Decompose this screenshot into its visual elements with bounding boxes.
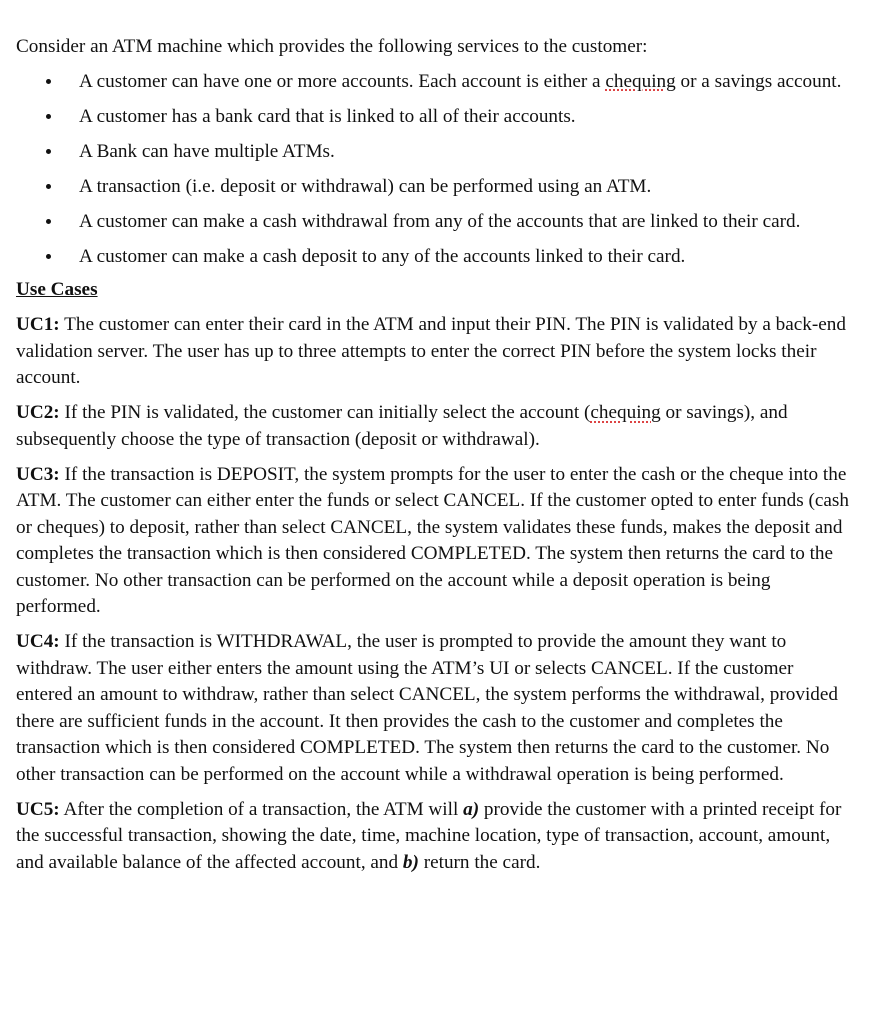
list-item (16, 174, 852, 201)
bullet-icon (46, 254, 51, 259)
use-case-text: The customer can enter their card in the ATM and input their PIN. The PIN is validated by a back-end validation server. The user has up to three attempts to enter the correct PIN before the system locks their account. (16, 314, 846, 388)
bullet-icon (46, 149, 51, 154)
bullet-icon (46, 114, 51, 119)
bullet-icon (46, 79, 51, 84)
use-case-label: UC1: (16, 314, 60, 335)
use-case-text: If the transaction is DEPOSIT, the system prompts for the user to enter the cash or the cheque into the ATM. The customer can either enter the funds or select CANCEL. If the customer opted to enter funds (cash or cheques) to deposit, rather than select CANCEL, the system validates these funds, makes the deposit and completes the transaction which is then considered COMPLETED. The system then returns the card to the customer. No other transaction can be performed on the account while a deposit operation is being performed. (16, 463, 849, 617)
list-item-text: A customer can make a cash withdrawal from any of the accounts that are linked to their card. (79, 210, 801, 232)
list-item-text-start: A customer can have one or more accounts. Each account is either a (79, 70, 606, 92)
use-case-text-part-2: provide the customer with a printed receipt for the successful transaction, showing the date, time, machine location, type of transaction, account, amount, and available balance of the affected account, and (16, 798, 842, 873)
use-case-label: UC4: (16, 631, 60, 652)
use-cases-heading: Use Cases (16, 278, 98, 300)
list-item (16, 104, 852, 131)
list-item-text-end: or a savings account. (675, 70, 842, 92)
intro-paragraph: Consider an ATM machine which provides the following services to the customer: (16, 36, 648, 57)
bullet-icon (46, 219, 51, 224)
use-case-label: UC2: (16, 402, 60, 423)
list-marker-a: a) (463, 798, 480, 820)
use-case-text-end: or savings), and subsequently choose the type of transaction (deposit or withdrawal). (16, 402, 788, 450)
use-case-text-part-3: return the card. (418, 851, 541, 873)
spellcheck-word: chequing (605, 70, 676, 92)
list-item-text: A transaction (i.e. deposit or withdrawal) can be performed using an ATM. (79, 175, 652, 197)
use-case-4 (16, 629, 852, 788)
list-item (16, 209, 852, 236)
spellcheck-word: chequing (590, 402, 661, 423)
use-case-text-start: If the PIN is validated, the customer can initially select the account ( (59, 402, 591, 423)
list-item-text: A Bank can have multiple ATMs. (79, 140, 335, 162)
use-case-2 (16, 400, 852, 453)
use-case-5 (16, 797, 852, 877)
use-case-label: UC5: (16, 798, 60, 820)
bullet-icon (46, 184, 51, 189)
use-case-text-part-1: After the completion of a transaction, the ATM will (59, 798, 464, 820)
list-item-text: A customer has a bank card that is linked to all of their accounts. (79, 105, 576, 127)
use-case-3 (16, 462, 852, 621)
use-case-label: UC3: (16, 463, 60, 485)
list-item (16, 139, 852, 166)
list-item (16, 69, 852, 96)
list-item-text: A customer can make a cash deposit to any of the accounts linked to their card. (79, 245, 686, 267)
list-marker-b: b) (402, 851, 419, 873)
list-item (16, 244, 852, 271)
use-case-1 (16, 312, 852, 392)
services-list (16, 69, 852, 271)
use-case-text: If the transaction is WITHDRAWAL, the user is prompted to provide the amount they want to withdraw. The user either enters the amount using the ATM’s UI or selects CANCEL. If the customer entered an amount to withdraw, rather than select CANCEL, the system performs the withdrawal, provided there are sufficient funds in the account. It then provides the cash to the customer and completes the transaction which is then considered COMPLETED. The system then returns the card to the customer. No other transaction can be performed on the account while a withdrawal operation is being performed. (16, 631, 838, 785)
